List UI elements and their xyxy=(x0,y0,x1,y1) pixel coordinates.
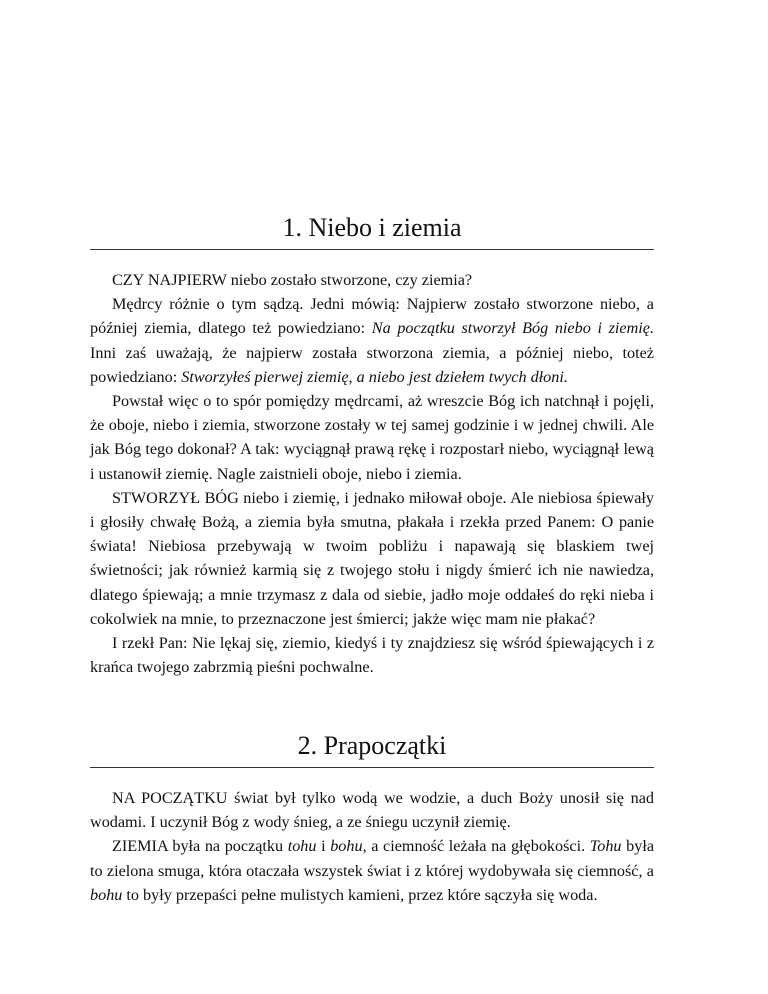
italic-quote: tohu xyxy=(287,837,317,856)
italic-quote: bohu xyxy=(90,885,123,904)
chapter-title: 1. Niebo i ziemia xyxy=(90,213,654,250)
paragraph: CZY NAJPIERW niebo zostało stworzone, czy ziemia? xyxy=(112,271,473,289)
italic-quote: Tohu xyxy=(589,837,622,856)
paragraph: NA POCZĄTKU świat był tylko wodą we wodzie, a duch Boży unosił się nad wodami. I uczynił Bóg z wody śnieg, a ze śniegu uczynił ziemię. xyxy=(90,789,654,832)
chapter-text xyxy=(90,268,654,679)
italic-quote: bohu xyxy=(330,837,363,856)
paragraph: Mędrcy różnie o tym sądzą. Jedni mówią: Najpierw zostało stworzone niebo, a później ziemia, dlatego też powiedziano: Na początku stworzył Bóg niebo i ziemię. Inni zaś uważają, że najpierw została stworzona ziemia, a później niebo, toteż powiedziano: Stworzyłeś pierwej ziemię, a niebo jest dziełem twych dłoni. xyxy=(90,295,654,386)
chapter-2 xyxy=(90,731,654,907)
italic-quote: Na początku stworzył Bóg niebo i ziemię. xyxy=(371,319,654,338)
paragraph: Powstał więc o to spór pomiędzy mędrcami, aż wreszcie Bóg ich natchnął i pojęli, że oboje, niebo i ziemia, stworzone zostały w tej samej godzinie i w jednej chwili. Ale jak Bóg tego dokonał? A tak: wyciągnął prawą rękę i rozpostarł niebo, wyciągnął lewą i ustanowił ziemię. Nagle zaistnieli oboje, niebo i ziemia. xyxy=(90,392,654,483)
chapter-text xyxy=(90,786,654,907)
italic-quote: Stworzyłeś pierwej ziemię, a niebo jest dziełem twych dłoni. xyxy=(181,367,568,386)
chapter-title: 2. Prapoczątki xyxy=(90,731,654,768)
chapter-1 xyxy=(90,213,654,679)
paragraph: I rzekł Pan: Nie lękaj się, ziemio, kiedyś i ty znajdziesz się wśród śpiewających i z krańca twojego zabrzmią pieśni pochwalne. xyxy=(90,634,654,677)
paragraph: STWORZYŁ BÓG niebo i ziemię, i jednako miłował oboje. Ale niebiosa śpiewały i głosiły chwałę Bożą, a ziemia była smutna, płakała i rzekła przed Panem: O panie świata! Niebiosa przebywają w twoim pobliżu i napawają się blaskiem twej świetności; jak również karmią się z twojego stołu i nigdy śmierć ich nie nawiedza, dlatego śpiewają; a mnie trzymasz z dala od siebie, jadło moje oddałeś do ręki nieba i cokolwiek na mnie, to przeznaczone jest śmierci; jakże więc mam nie płakać? xyxy=(90,488,654,628)
paragraph: ZIEMIA była na początku tohu i bohu, a ciemność leżała na głębokości. Tohu była to zielona smuga, która otaczała wszystek świat i z której wydobywała się ciemność, a bohu to były przepaści pełne mulistych kamieni, przez które sączyła się woda. xyxy=(90,837,654,904)
